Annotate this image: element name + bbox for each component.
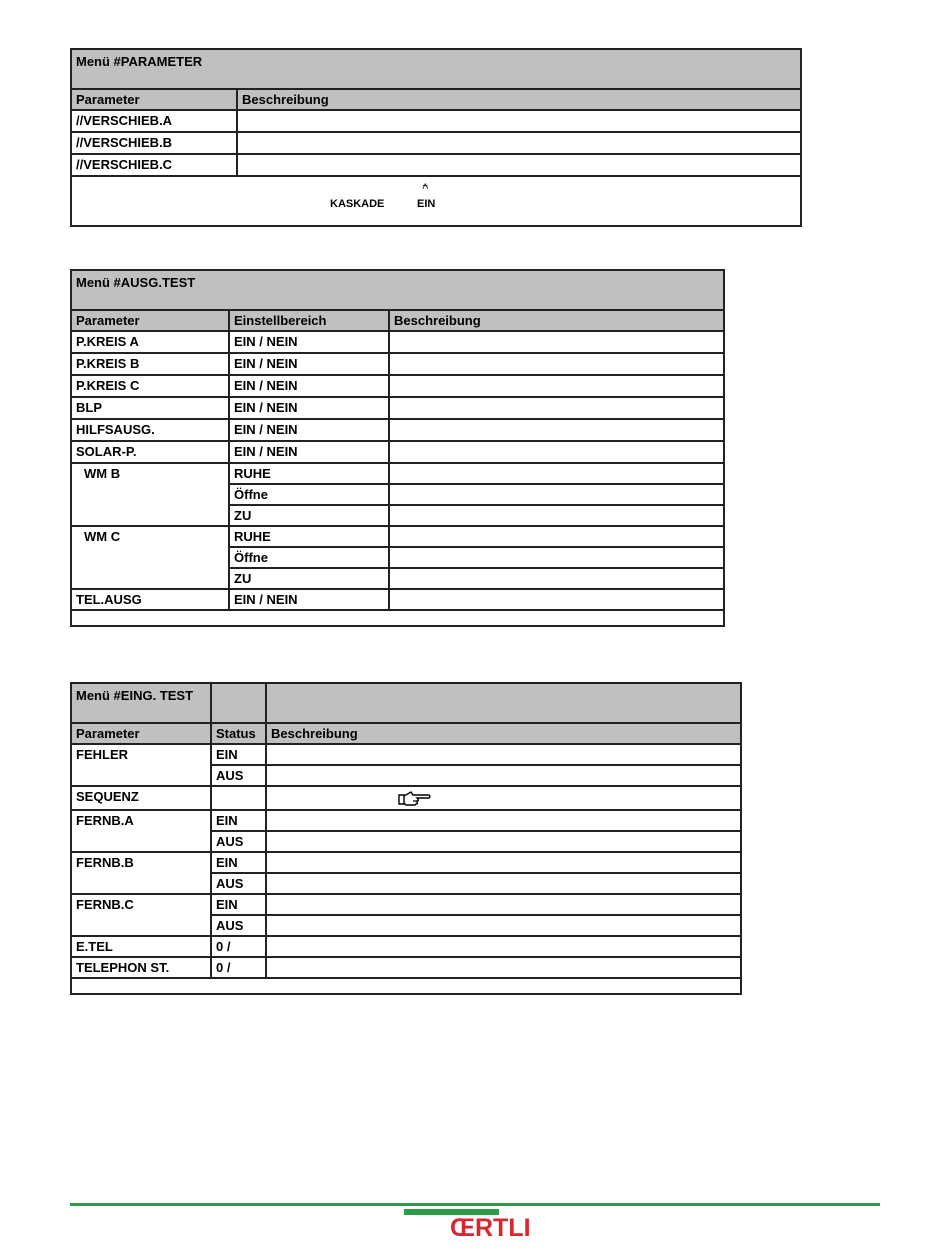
table-row-range: Öffne xyxy=(229,484,389,505)
table-title: Menü #PARAMETER xyxy=(71,49,801,89)
table-row-description xyxy=(389,547,724,568)
table-row-range: Öffne xyxy=(229,547,389,568)
table-row-status: 0 / xyxy=(211,957,266,978)
table-row-param: SEQUENZ xyxy=(71,786,211,810)
table-row-param: BLP xyxy=(71,397,229,419)
table-row-param: //VERSCHIEB.C xyxy=(71,154,237,176)
table-row-description xyxy=(237,132,801,154)
table-row-param: FEHLER xyxy=(71,744,211,786)
table-row-param: P.KREIS C xyxy=(71,375,229,397)
table-row-param: //VERSCHIEB.B xyxy=(71,132,237,154)
column-header-beschreibung: Beschreibung xyxy=(389,310,724,331)
column-header-beschreibung: Beschreibung xyxy=(266,723,741,744)
table-row-description xyxy=(389,397,724,419)
oertli-logo: ŒRTLI xyxy=(450,1214,531,1242)
table-row-range: EIN / NEIN xyxy=(229,375,389,397)
column-header-einstellbereich: Einstellbereich xyxy=(229,310,389,331)
ein-label: EIN xyxy=(417,198,436,210)
table-row-description xyxy=(266,873,741,894)
table-row-range: ZU xyxy=(229,505,389,526)
column-header-beschreibung: Beschreibung xyxy=(237,89,801,110)
table-row-description xyxy=(389,568,724,589)
antenna-symbol-icon: ⍲ xyxy=(422,180,429,192)
table-row-description xyxy=(389,419,724,441)
table-row-description xyxy=(389,463,724,484)
table-row-description xyxy=(266,810,741,831)
table-row-param: SOLAR-P. xyxy=(71,441,229,463)
table-row-param: WM C xyxy=(71,526,229,589)
table-title: Menü #EING. TEST xyxy=(71,683,211,723)
table-row-param: HILFSAUSG. xyxy=(71,419,229,441)
table-row-description xyxy=(237,154,801,176)
table-row-status: AUS xyxy=(211,831,266,852)
eing-test-menu-table xyxy=(70,682,742,995)
table-row-status xyxy=(211,786,266,810)
table-row-range: EIN / NEIN xyxy=(229,419,389,441)
table-row-description xyxy=(266,915,741,936)
table-row-status: EIN xyxy=(211,810,266,831)
table-row-description xyxy=(389,484,724,505)
table-row-description xyxy=(266,852,741,873)
table-row-param: FERNB.C xyxy=(71,894,211,936)
table-footer-row xyxy=(71,978,741,994)
table-row-description xyxy=(266,765,741,786)
table-row-description xyxy=(266,894,741,915)
column-header-parameter: Parameter xyxy=(71,89,237,110)
table-row-description xyxy=(237,110,801,132)
table-row-status: EIN xyxy=(211,894,266,915)
column-header-parameter: Parameter xyxy=(71,723,211,744)
table-row-range: RUHE xyxy=(229,526,389,547)
table-row-description xyxy=(389,375,724,397)
table-row-description xyxy=(389,589,724,610)
table-row-range: EIN / NEIN xyxy=(229,589,389,610)
table-row-status: AUS xyxy=(211,873,266,894)
table-footer-row xyxy=(71,610,724,626)
table-row-description xyxy=(389,441,724,463)
kaskade-note xyxy=(71,176,801,226)
table-row-status: AUS xyxy=(211,765,266,786)
table-row-description xyxy=(266,744,741,765)
kaskade-label: KASKADE xyxy=(330,198,385,210)
table-row-status: EIN xyxy=(211,744,266,765)
table-row-range: EIN / NEIN xyxy=(229,331,389,353)
table-row-range: EIN / NEIN xyxy=(229,441,389,463)
footer-divider-line xyxy=(70,1203,880,1206)
table-row-range: EIN / NEIN xyxy=(229,397,389,419)
table-row-range: EIN / NEIN xyxy=(229,353,389,375)
table-row-description xyxy=(389,353,724,375)
table-row-description xyxy=(266,957,741,978)
table-row-param: TELEPHON ST. xyxy=(71,957,211,978)
title-spacer xyxy=(211,683,266,723)
table-row-description xyxy=(266,831,741,852)
table-row-description xyxy=(266,786,741,810)
table-row-param: FERNB.B xyxy=(71,852,211,894)
ausg-test-menu-table xyxy=(70,269,725,627)
table-row-description xyxy=(389,526,724,547)
table-row-param: TEL.AUSG xyxy=(71,589,229,610)
title-spacer xyxy=(266,683,741,723)
column-header-parameter: Parameter xyxy=(71,310,229,331)
table-row-param: P.KREIS A xyxy=(71,331,229,353)
table-row-status: 0 / xyxy=(211,936,266,957)
parameter-menu-table xyxy=(70,48,802,227)
table-row-description xyxy=(389,331,724,353)
table-row-param: WM B xyxy=(71,463,229,526)
table-title: Menü #AUSG.TEST xyxy=(71,270,724,310)
table-row-param: P.KREIS B xyxy=(71,353,229,375)
pointing-hand-icon xyxy=(397,789,433,807)
table-row-param: FERNB.A xyxy=(71,810,211,852)
table-row-description xyxy=(266,936,741,957)
table-row-status: AUS xyxy=(211,915,266,936)
table-row-param: E.TEL xyxy=(71,936,211,957)
table-row-range: RUHE xyxy=(229,463,389,484)
table-row-description xyxy=(389,505,724,526)
table-row-range: ZU xyxy=(229,568,389,589)
column-header-status: Status xyxy=(211,723,266,744)
table-row-status: EIN xyxy=(211,852,266,873)
table-row-param: //VERSCHIEB.A xyxy=(71,110,237,132)
